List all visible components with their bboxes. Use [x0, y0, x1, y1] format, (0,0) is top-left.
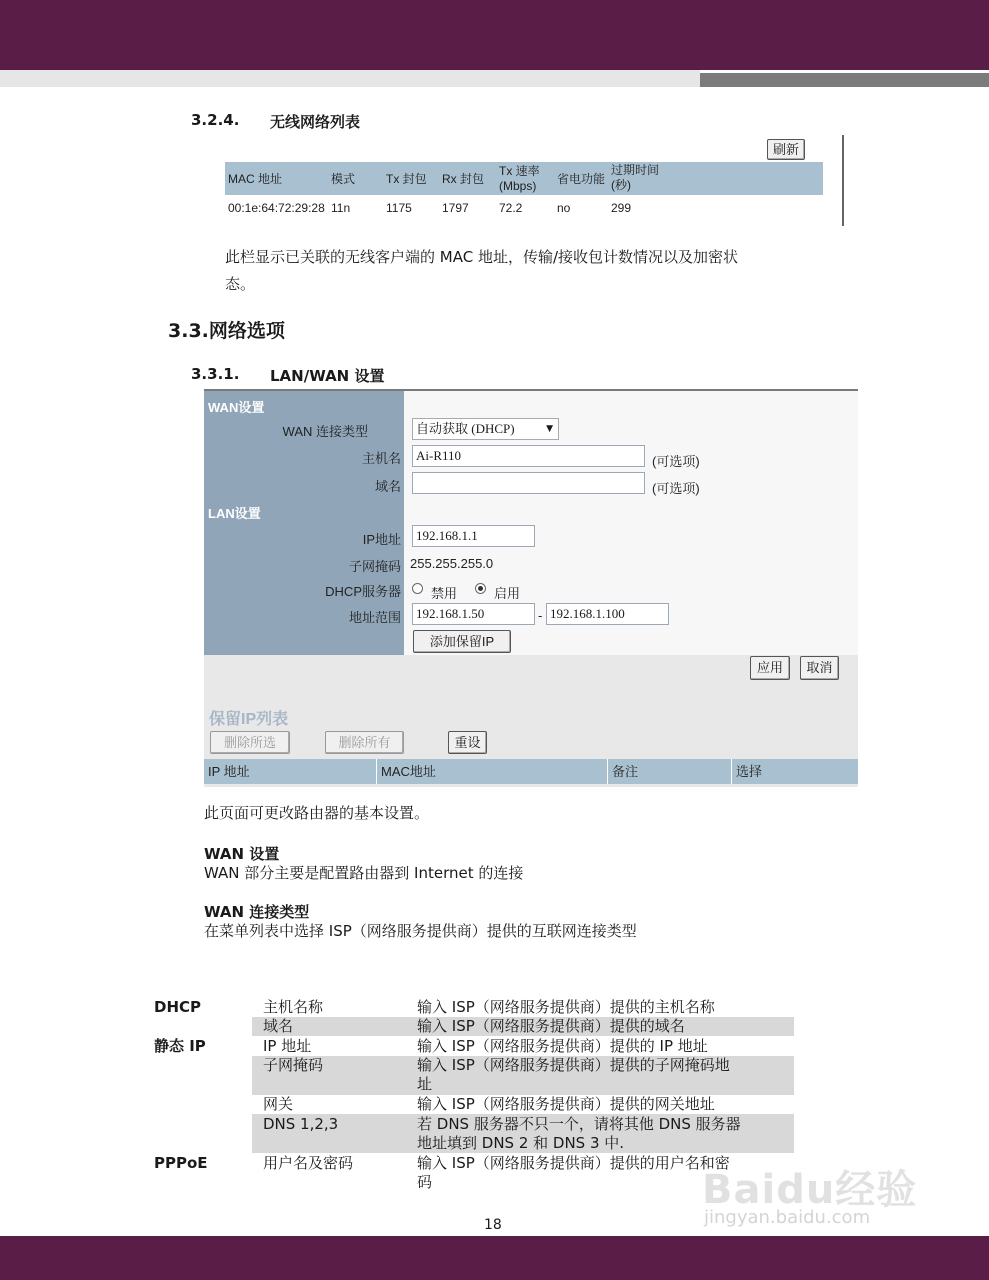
wan-heading: WAN 设置 [204, 845, 280, 863]
table-desc: 址 [417, 1075, 433, 1093]
col-mac-address: MAC地址 [381, 764, 436, 779]
section-title-331: LAN/WAN 设置 [270, 367, 385, 385]
table-desc: 地址填到 DNS 2 和 DNS 3 中. [417, 1134, 625, 1152]
cell-rx: 1797 [442, 201, 469, 215]
domain-input[interactable] [412, 472, 645, 494]
dhcp-disable-label: 禁用 [431, 586, 458, 601]
delete-selected-button[interactable]: 删除所选 [210, 731, 290, 754]
col-note: 备注 [612, 764, 639, 779]
section-title-33: 3.3.网络选项 [168, 320, 285, 342]
col-power-save: 省电功能 [557, 172, 606, 186]
wireless-desc-line1: 此栏显示已关联的无线客户端的 MAC 地址，传输/接收包计数情况以及加密状 [225, 248, 739, 266]
delete-all-button[interactable]: 删除所有 [325, 731, 404, 754]
type-static-ip: 静态 IP [154, 1037, 206, 1055]
dhcp-enable-label: 启用 [494, 586, 521, 601]
col-divider [731, 759, 732, 784]
table-field: 域名 [263, 1017, 294, 1035]
wan-section-title: WAN设置 [208, 400, 265, 415]
table-field: 网关 [263, 1095, 294, 1113]
table-desc: 输入 ISP（网络服务提供商）提供的域名 [417, 1017, 685, 1035]
cancel-button[interactable]: 取消 [800, 656, 839, 680]
cell-power: no [557, 201, 571, 215]
col-expire: 过期时间 (秒) [611, 163, 660, 192]
range-label: 地址范围 [348, 610, 401, 625]
table-desc: 输入 ISP（网络服务提供商）提供的用户名和密 [417, 1154, 730, 1172]
hostname-optional-note: (可选项) [652, 454, 700, 469]
dhcp-disable-radio[interactable] [412, 583, 423, 594]
ip-input[interactable]: 192.168.1.1 [412, 525, 535, 547]
add-reserved-ip-button[interactable]: 添加保留IP [413, 630, 511, 653]
hostname-input[interactable]: Ai-R110 [412, 445, 645, 467]
col-divider [376, 759, 377, 784]
table-field: IP 地址 [263, 1037, 312, 1055]
table-desc: 输入 ISP（网络服务提供商）提供的 IP 地址 [417, 1037, 708, 1055]
col-tx-rate: Tx 速率 (Mbps) [499, 164, 540, 193]
dhcp-server-label: DHCP服务器 [325, 584, 401, 599]
wan-type-value: 自动获取 (DHCP) [416, 421, 515, 436]
table-desc: 码 [417, 1173, 433, 1191]
wan-type-description: 在菜单列表中选择 ISP（网络服务提供商）提供的互联网连接类型 [204, 922, 637, 940]
col-divider [607, 759, 608, 784]
type-pppoe: PPPoE [154, 1154, 208, 1172]
cell-mac: 00:1e:64:72:29:28 [228, 201, 325, 215]
col-tx-packets: Tx 封包 [386, 172, 427, 186]
cell-mode: 11n [331, 201, 351, 215]
header-band [0, 0, 989, 70]
cell-expire: 299 [611, 201, 632, 215]
table-desc: 若 DNS 服务器不只一个，请将其他 DNS 服务器 [417, 1115, 741, 1133]
range-separator: - [538, 608, 543, 623]
wan-type-heading: WAN 连接类型 [204, 903, 310, 921]
table-field: 用户名及密码 [263, 1154, 354, 1172]
ip-label: IP地址 [362, 532, 401, 547]
col-mode: 模式 [331, 172, 356, 186]
cell-rate: 72.2 [499, 201, 523, 215]
dropdown-arrow-icon: ▼ [546, 424, 553, 434]
table-field: 子网掩码 [263, 1056, 324, 1074]
wireless-desc-line2: 态。 [225, 275, 256, 293]
type-dhcp: DHCP [154, 998, 202, 1016]
reserved-ip-list-title: 保留IP列表 [209, 711, 289, 728]
domain-optional-note: (可选项) [652, 481, 700, 496]
section-title-324: 无线网络列表 [270, 113, 361, 131]
range-end-input[interactable]: 192.168.1.100 [546, 603, 669, 625]
table-desc: 输入 ISP（网络服务提供商）提供的网关地址 [417, 1095, 715, 1113]
col-rx-packets: Rx 封包 [442, 172, 485, 186]
watermark-url: jingyan.baidu.com [704, 1207, 871, 1228]
hostname-label: 主机名 [361, 451, 401, 466]
col-mac: MAC 地址 [228, 172, 283, 186]
table-desc: 输入 ISP（网络服务提供商）提供的子网掩码地 [417, 1056, 730, 1074]
section-number-331: 3.3.1. [191, 365, 240, 383]
footer-band [0, 1236, 989, 1280]
section-number-324: 3.2.4. [191, 111, 240, 129]
wan-type-select[interactable] [412, 418, 559, 440]
header-rule-dark [700, 73, 989, 87]
page-description: 此页面可更改路由器的基本设置。 [204, 804, 430, 822]
refresh-button[interactable]: 刷新 [767, 139, 805, 160]
reset-button[interactable]: 重设 [448, 731, 487, 754]
baidu-watermark: Baidu经验 [702, 1167, 918, 1213]
header-rule-light [0, 70, 700, 87]
apply-button[interactable]: 应用 [750, 656, 790, 680]
wan-description: WAN 部分主要是配置路由器到 Internet 的连接 [204, 864, 524, 882]
lan-section-title: LAN设置 [208, 506, 261, 521]
subnet-label: 子网掩码 [348, 559, 401, 574]
table-field: DNS 1,2,3 [263, 1115, 339, 1133]
dhcp-enable-radio[interactable] [475, 583, 486, 594]
cell-tx: 1175 [386, 201, 412, 215]
table-desc: 输入 ISP（网络服务提供商）提供的主机名称 [417, 998, 715, 1016]
table-field: 主机名称 [263, 998, 324, 1016]
range-start-input[interactable]: 192.168.1.50 [412, 603, 535, 625]
subnet-value: 255.255.255.0 [410, 556, 494, 571]
col-ip-address: IP 地址 [208, 764, 250, 779]
wan-type-label: WAN 连接类型 [282, 424, 368, 439]
col-select: 选择 [736, 764, 763, 779]
page-number: 18 [484, 1217, 502, 1233]
domain-label: 域名 [374, 479, 401, 494]
